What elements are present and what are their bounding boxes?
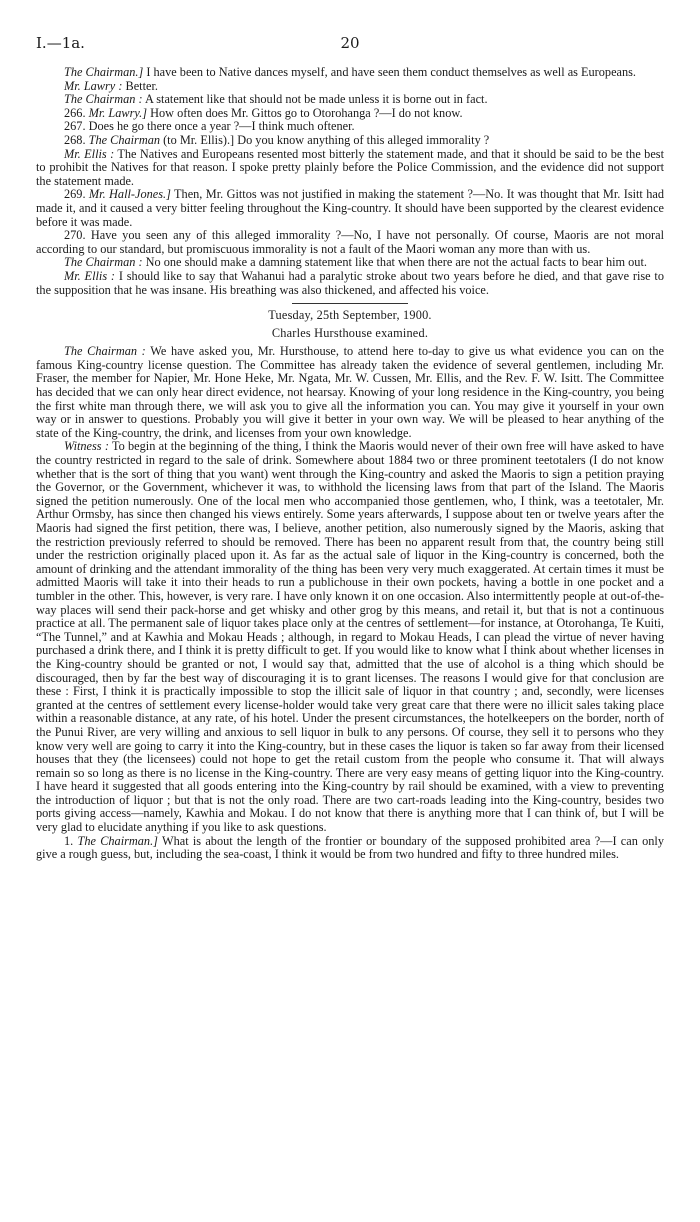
paragraph-text: Then, Mr. Gittos was not justified in making the statement ?—No. It was thought that Mr. Isitt had made it, and it caused a very bitter feeling throughout the King-country. It should have been supported by the clearest evidence before it was made.: [36, 187, 664, 229]
paragraph: [36, 440, 664, 834]
paragraph: [36, 256, 664, 270]
paragraph-text: To begin at the beginning of the thing, I think the Maoris would never of their own free will have asked to have the country restricted in regard to the sale of drink. Somewhere about 1884 two or three prominent teetotalers (I do not know whether that is the sort of thing that you want) went through the King-country and asked the Maoris to sign a petition praying the Governor, or the Government, whichever it was, to withhold the licensing laws from that part of the Island. The Maoris signed the petition numerously. One of the local men who accompanied those gentlemen, who, I think, was a teetotaler, Mr. Arthur Ormsby, has since then changed his views entirely. Some years afterwards, I suppose about ten or twelve years after the Maoris had signed the first petition, there was, I believe, another petition, also numerously signed by the Maoris, asking that the restriction previously referred to should be removed. There has been no apparent result from that, the country being still under the restriction originally placed upon it. As far as the actual sale of liquor in the King-country is concerned, both the amount of drinking and the attendant immorality of the thing has been very very much exaggerated. At certain times it must be admitted Maoris will take it into their heads to run a publichouse in their own pockets, having a bottle in one pocket and a tumbler in the other. This, however, is very rare. I have only known it on one occasion. Also intermittently people at out-of-the-way places will send their pack-horse and get whisky and other grog by this means, and retail it, but that is not a continuous practice at all. The permanent sale of liquor takes place only at the centres of settlement—for instance, at Otorohanga, Te Kuiti, “The Tunnel,” and at Kawhia and Mokau Heads ; although, in regard to Mokau Heads, I can plead the virtue of never having purchased a drink there, and I think it is pretty difficult to get. If you would like to know what I think about whether licenses in the King-country should be granted or not, I would say that, admitted that the use of alcohol is a thing which should be discouraged, then by far the best way of discouraging it is to grant licenses. The reasons I would give for that conclusion are these : First, I think it is practically impossible to stop the illicit sale of liquor in that country ; and, secondly, were licenses granted at the centres of settlement every license-holder would take very great care that there were no illicit sales taking place within a reasonable distance, at any rate, of his hotel. Under the present circumstances, the hotelkeepers on the border, north of the Punui River, are very willing and anxious to sell liquor in bulk to any persons. Of course, they sell it to persons who they know very well are going to carry it into the King-country, but in these cases the liquor is taken so far away from their licensed houses that they (the licensees) could not hope to get the retail custom from the people who consume it. That will always remain so so long as there is no license in the King-country. There are very easy means of getting liquor into the King-country. I have heard it suggested that all goods entering into the King-country by rail should be examined, with a view to preventing the introduction of liquor ; but that is not the only road. There are two cart-roads leading into the King-country, besides two ports giving access—namely, Kawhia and Mokau. I do not know that there is anything more that I can think of, but I will be very glad to elucidate anything if you like to ask questions.: [36, 439, 665, 835]
speaker-label: The Chairman.]: [64, 65, 144, 79]
speaker-label: The Chairman :: [64, 92, 143, 107]
speaker-label: Mr. Lawry.]: [88, 105, 148, 120]
speaker-label: Mr. Ellis :: [64, 146, 115, 161]
paragraph-text: A statement like that should not be made unless it is borne out in fact.: [142, 92, 488, 107]
section-divider: [292, 303, 408, 304]
speaker-label: The Chairman :: [64, 255, 143, 270]
question-number: 270.: [64, 228, 86, 243]
question-paragraph: [36, 229, 664, 256]
page-number: 20: [340, 34, 360, 52]
speaker-label: Mr. Hall-Jones.]: [88, 187, 171, 202]
hursthouse-evidence-section: [36, 345, 664, 862]
question-paragraph: [36, 835, 664, 862]
document-reference: I.—1a.: [36, 34, 85, 52]
paragraph-text: The Natives and Europeans resented most bitterly the statement made, and that it should be said to be the best to prohibit the Natives for that reason. I spoke pretty plainly before the Police Commission, and the evidence did not support the statement made.: [36, 146, 664, 188]
question-paragraph: [36, 120, 664, 134]
session-dateline: Tuesday, 25th September, 1900.: [268, 308, 432, 323]
paragraph-text: Does he go there once a year ?—I think much oftener.: [88, 119, 355, 134]
previous-evidence-section: [36, 66, 664, 297]
paragraph-text: We have asked you, Mr. Hursthouse, to attend here to-day to give us what evidence you can on the famous King-country license question. The Committee has already taken the evidence of several gentlemen, including Mr. Fraser, the member for Napier, Mr. Hone Heke, Mr. Ngata, Mr. W. Cussen, Mr. Ellis, and the Rev. F. W. Isitt. The Committee has decided that we can only hear direct evidence, not hearsay. Knowing of your long residence in the King-country, you being the first white man through there, we will ask you to give all the information you can. You may give it yourself in your own way or in answer to questions. Probably you will give it better in your own way. We will be pleased to hear anything of the state of the King-country, the drink, and licenses from your own knowledge.: [36, 344, 664, 440]
question-paragraph: [36, 188, 664, 229]
paragraph-text: No one should make a damning statement like that when there are not the actual facts to bear him out.: [142, 255, 647, 270]
speaker-label: The Chairman.]: [77, 833, 158, 848]
question-number: 269.: [64, 187, 86, 202]
paragraph: [36, 148, 664, 189]
paragraph-text: (to Mr. Ellis).] Do you know anything of this alleged immorality ?: [160, 132, 490, 147]
paragraph-text: How often does Mr. Gittos go to Otorohanga ?—I do not know.: [147, 105, 463, 120]
paragraph-text: Have you seen any of this alleged immorality ?—No, I have not personally. Of course, Maoris are not moral according to our standard, but promiscuous immorality is not a fault of the Maori woman any more than with us.: [36, 228, 665, 256]
paragraph-text: What is about the length of the frontier or boundary of the supposed prohibited area ?—I can only give a rough guess, but, including the sea-coast, I think it would be from two hundred and fifty to three hundred miles.: [36, 833, 664, 862]
speaker-label: The Chairman: [88, 132, 161, 147]
paragraph-text: Better.: [122, 78, 158, 93]
question-number: 268.: [64, 132, 86, 147]
paragraph: [36, 66, 664, 80]
speaker-label: Witness :: [64, 439, 109, 454]
witness-heading: Charles Hursthouse examined.: [271, 325, 429, 340]
speaker-label: The Chairman :: [64, 344, 146, 359]
page-body: [36, 66, 664, 862]
question-number: 267.: [64, 119, 86, 134]
paragraph: [36, 80, 664, 94]
paragraph: [36, 345, 664, 440]
question-paragraph: [36, 107, 664, 121]
speaker-label: Mr. Lawry :: [64, 78, 123, 93]
question-paragraph: [36, 134, 664, 148]
speaker-label: Mr. Ellis :: [64, 268, 116, 283]
paragraph-text: I have been to Native dances myself, and have seen them conduct themselves as well as Europeans.: [143, 65, 636, 79]
question-number: 1.: [64, 833, 74, 848]
paragraph-text: I should like to say that Wahanui had a paralytic stroke about two years before he died, and that gave rise to the supposition that he was insane. His breathing was also thickened, and affected his voice.: [36, 268, 664, 297]
paragraph: [36, 93, 664, 107]
page-header: [36, 34, 664, 54]
question-number: 266.: [64, 105, 86, 120]
paragraph: [36, 270, 664, 297]
